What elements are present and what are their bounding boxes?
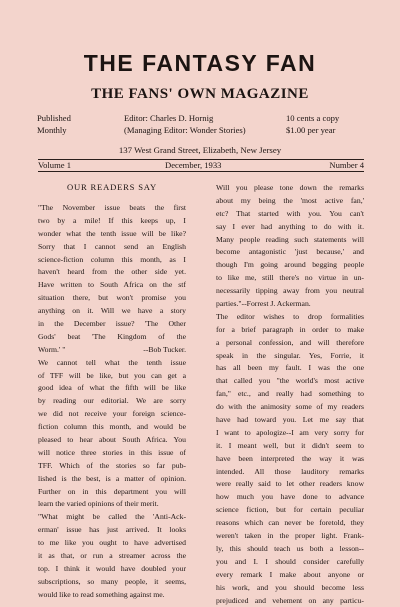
info-published: Published [37, 112, 71, 124]
text-line: have had toward you. Let me say that [216, 414, 364, 427]
text-line: we did not receive your foreign science- [38, 408, 186, 421]
text-line: lished is the best, is a matter of opinion. [38, 473, 186, 486]
price-info [286, 112, 339, 136]
text-line: to me like you ought to have advertised [38, 537, 186, 550]
text-line: two by a mile! If this keeps up, I [38, 215, 186, 228]
text-line: etc? That started with you. You can't [216, 208, 364, 221]
text-line: become antagonistic 'just because,' and [216, 246, 364, 259]
issue-date: December, 1933 [165, 160, 221, 171]
issue-volume: Volume 1 [38, 160, 71, 171]
text-line: erman' issue has just arrived. It looks [38, 524, 186, 537]
letter-signature: --Bob Tucker. [143, 344, 186, 357]
text-line: about my being the 'most active fan,' [216, 195, 364, 208]
text-line: say I ever had anything to do with it. [216, 221, 364, 234]
text-line: haven't heard from the other side yet. [38, 266, 186, 279]
text-line: fan," etc., and really had something to [216, 388, 364, 401]
text-line: Many people reading such statements will [216, 234, 364, 247]
text-line: "The November issue beats the first [38, 202, 186, 215]
text-line: in the December issue? 'The Other [38, 318, 186, 331]
price-copy: 10 cents a copy [286, 112, 339, 124]
text-line: have been interpreted the way it was [216, 453, 364, 466]
text-line: has all been my fault. I was the one [216, 362, 364, 375]
text-line: every remark I make about anyone or [216, 569, 364, 582]
text-line: top. I think it would have doubled your [38, 563, 186, 576]
section-heading: OUR READERS SAY [38, 182, 186, 193]
publication-frequency [37, 112, 71, 136]
text-line: a personal confession, and will therefore [216, 337, 364, 350]
text-line: "What might be called the 'Anti-Ack- [38, 511, 186, 524]
text-line: do with the animosity some of my readers [216, 401, 364, 414]
text-line: for a brief paragraph in order to make [216, 324, 364, 337]
text-line: though I'm going around begging people [216, 259, 364, 272]
text-line: it. I meant well, but it didn't seem to [216, 440, 364, 453]
magazine-subtitle: THE FANS' OWN MAGAZINE [0, 86, 400, 103]
text-line: situation there, but won't promise you [38, 292, 186, 305]
issue-number: Number 4 [329, 160, 364, 171]
text-line: science-fiction column this month, as I [38, 254, 186, 267]
text-line: how much you have done to advance [216, 491, 364, 504]
text-line: learn the varied opinions of their merit. [38, 498, 186, 511]
price-year: $1.00 per year [286, 124, 339, 136]
editor-info [124, 112, 246, 136]
text-line: were really said to let other readers know [216, 478, 364, 491]
left-column-text [38, 202, 186, 602]
text-line: you and I. I should consider carefully [216, 556, 364, 569]
text-line: necessarily tipping away from you neutral [216, 285, 364, 298]
text-line: reasons which can never be foretold, they [216, 517, 364, 530]
text-line: it as that, or run a streamer across the [38, 550, 186, 563]
text-line: We cannot tell what the tenth issue [38, 357, 186, 370]
bottom-rule [38, 171, 364, 172]
text-line: intended. All those lauditory remarks [216, 466, 364, 479]
text-line: Sorry that I cannot send an English [38, 241, 186, 254]
text-line: parties."--Forrest J. Ackerman. [216, 298, 364, 311]
managing-editor: (Managing Editor: Wonder Stories) [124, 124, 246, 136]
editor-name: Editor: Charles D. Hornig [124, 112, 246, 124]
publisher-address: 137 West Grand Street, Elizabeth, New Jersey [0, 145, 400, 155]
text-line: wonder what the tenth issue will be like? [38, 228, 186, 241]
text-line: Will you please tone down the remarks [216, 182, 364, 195]
text-line: of TFF will be like, but you can get a [38, 370, 186, 383]
text-line: to like me, still there's no virtue in un- [216, 272, 364, 285]
text-line: would like to read something against me. [38, 589, 186, 602]
text-line: Have written to South Africa on the stf [38, 279, 186, 292]
text-line: anything on it. Will we have a story [38, 305, 186, 318]
text-line: The editor wishes to drop formalities [216, 311, 364, 324]
text-line: speak in the singular. Yes, Forrie, it [216, 350, 364, 363]
text-line: TFF. Which of the stories so far pub- [38, 460, 186, 473]
text-line: good idea of what the fifth will be like [38, 382, 186, 395]
text-line: will notice three stories in this issue of [38, 447, 186, 460]
text-line: subscriptions, so many people, it seems, [38, 576, 186, 589]
text-line: prejudiced and vehement on any particu- [216, 595, 364, 607]
right-column [216, 182, 364, 607]
text-line: I want to apologize--I am very sorry for [216, 427, 364, 440]
right-column-text [216, 182, 364, 607]
left-column [38, 182, 186, 602]
text-line: ly, this should teach us both a lesson-- [216, 543, 364, 556]
text-line: Gods' beat 'The Kingdom of the [38, 331, 186, 344]
text-line: fiction column this month, and would be [38, 421, 186, 434]
text-line: that called you "the world's most active [216, 375, 364, 388]
text-line: by reading our editorial. We are sorry [38, 395, 186, 408]
text-line: weren't taken in the proper light. Frank- [216, 530, 364, 543]
text-line: pleased to hear about South Africa. You [38, 434, 186, 447]
magazine-title: THE FANTASY FAN [0, 50, 400, 77]
text-line: science fiction, but for certain peculiar [216, 504, 364, 517]
info-monthly: Monthly [37, 124, 71, 136]
text-line: his work, and you should become less [216, 582, 364, 595]
text-line: Worm.' " --Bob Tucker. [38, 344, 186, 357]
text-line: Further on in this department you will [38, 486, 186, 499]
